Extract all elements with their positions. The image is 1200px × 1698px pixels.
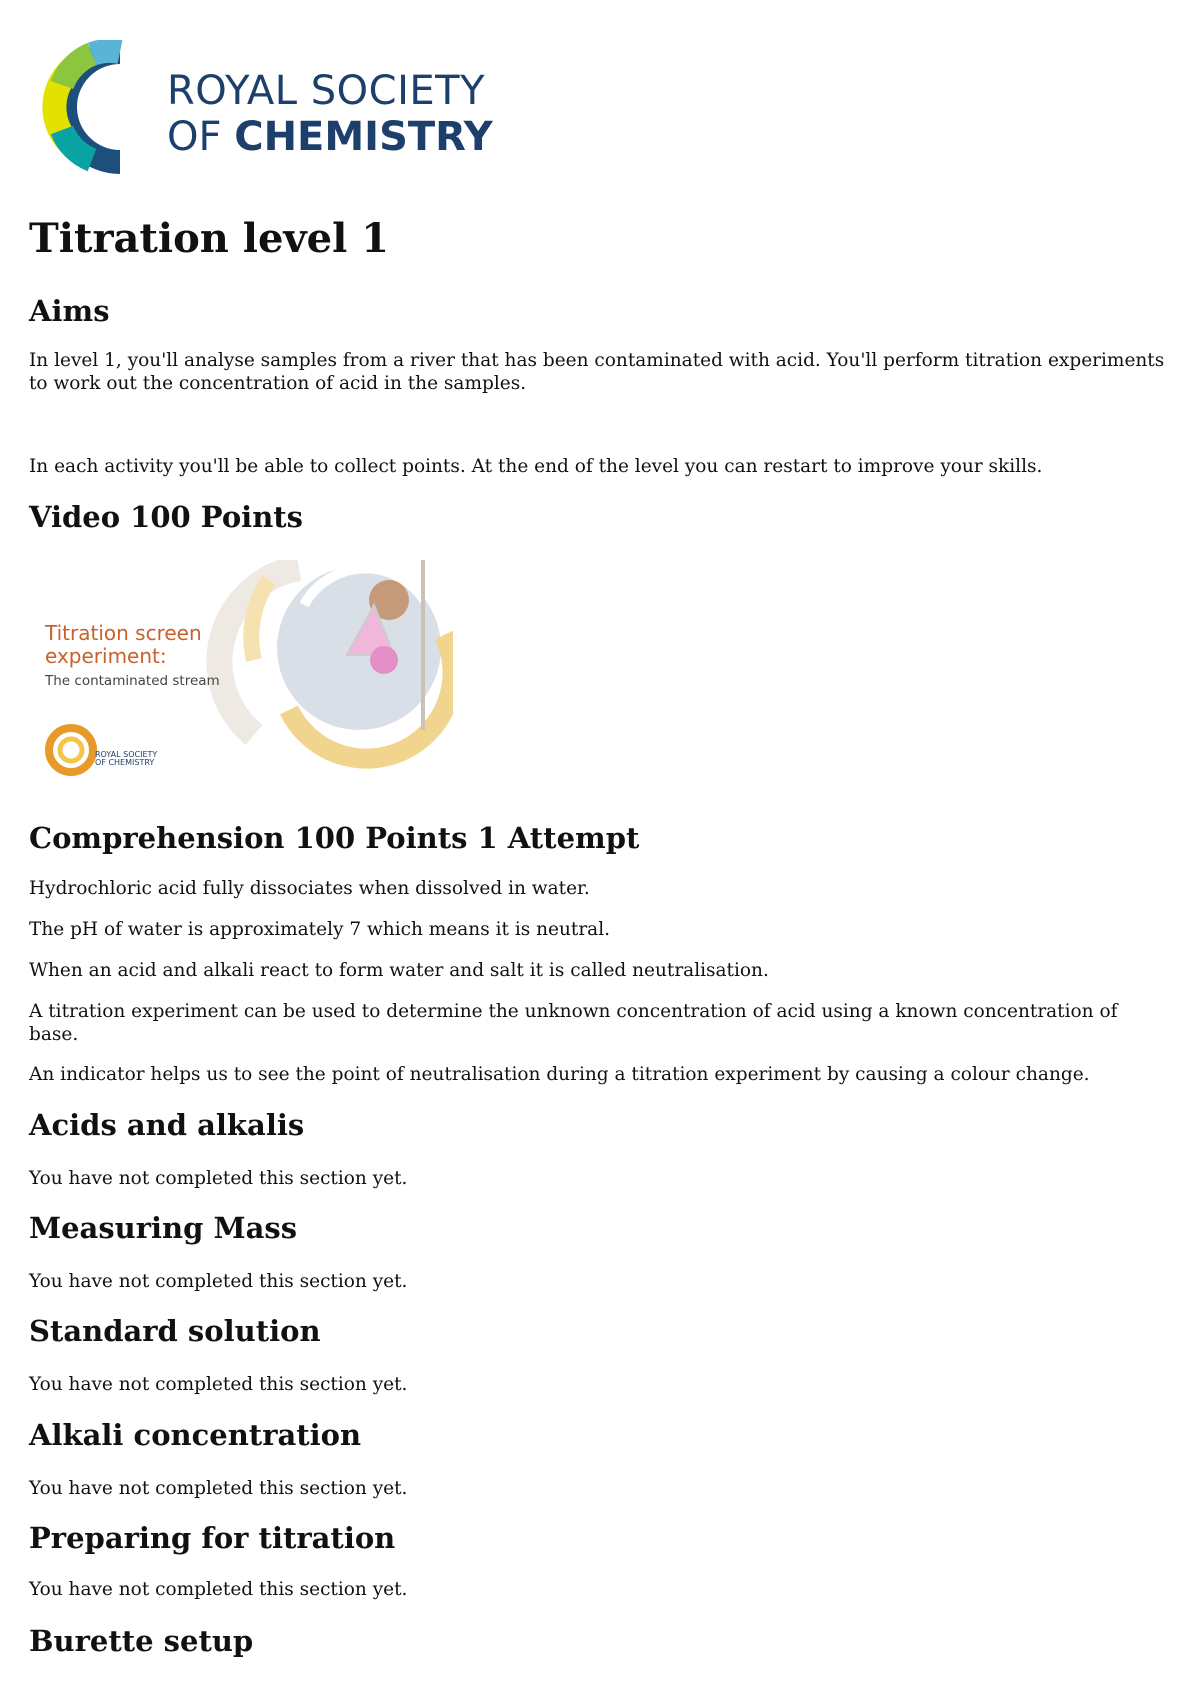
comprehension-item-4: A titration experiment can be used to determine the unknown concentration of acid using a known concentration of base. bbox=[29, 1001, 1118, 1045]
video-heading: Video 100 Points bbox=[29, 500, 303, 534]
video-thumbnail[interactable] bbox=[29, 560, 453, 790]
section-status-measuring-mass: You have not completed this section yet. bbox=[29, 1271, 408, 1292]
section-heading-preparing-titration: Preparing for titration bbox=[29, 1521, 396, 1555]
aims-heading: Aims bbox=[29, 294, 110, 328]
section-status-preparing-titration: You have not completed this section yet. bbox=[29, 1579, 408, 1600]
section-heading-measuring-mass: Measuring Mass bbox=[29, 1211, 298, 1245]
video-thumbnail-logo-text: ROYAL SOCIETY OF CHEMISTRY bbox=[95, 750, 158, 767]
section-status-standard-solution: You have not completed this section yet. bbox=[29, 1374, 408, 1395]
section-heading-acids-alkalis: Acids and alkalis bbox=[29, 1108, 305, 1142]
comprehension-item-3: When an acid and alkali react to form water and salt it is called neutralisation. bbox=[29, 960, 769, 981]
video-thumbnail-subtitle: The contaminated stream bbox=[45, 673, 220, 689]
rsc-logo-mark bbox=[42, 40, 162, 175]
logo-text-line1: ROYAL SOCIETY bbox=[167, 68, 486, 114]
aims-paragraph-2: In each activity you'll be able to collect points. At the end of the level you can restart to improve your skills. bbox=[29, 456, 1043, 477]
section-heading-standard-solution: Standard solution bbox=[29, 1314, 321, 1348]
comprehension-item-2: The pH of water is approximately 7 which means it is neutral. bbox=[29, 919, 611, 940]
logo-text-line2: OF CHEMISTRY bbox=[167, 114, 493, 160]
comprehension-item-1: Hydrochloric acid fully dissociates when dissolved in water. bbox=[29, 878, 590, 899]
comprehension-heading: Comprehension 100 Points 1 Attempt bbox=[29, 821, 640, 855]
aims-paragraph-1: In level 1, you'll analyse samples from a river that has been contaminated with acid. You'll perform titration experiments to work out the concentration of acid in the samples. bbox=[29, 350, 1165, 394]
page-title: Titration level 1 bbox=[29, 215, 390, 262]
comprehension-item-5: An indicator helps us to see the point of neutralisation during a titration experiment by causing a colour change. bbox=[29, 1064, 1090, 1085]
rsc-logo bbox=[42, 40, 522, 175]
section-status-acids-alkalis: You have not completed this section yet. bbox=[29, 1168, 408, 1189]
section-heading-burette-setup: Burette setup bbox=[29, 1624, 254, 1658]
section-heading-alkali-concentration: Alkali concentration bbox=[29, 1418, 362, 1452]
video-thumbnail-title: Titration screen experiment: bbox=[45, 621, 202, 668]
section-status-alkali-concentration: You have not completed this section yet. bbox=[29, 1478, 408, 1499]
